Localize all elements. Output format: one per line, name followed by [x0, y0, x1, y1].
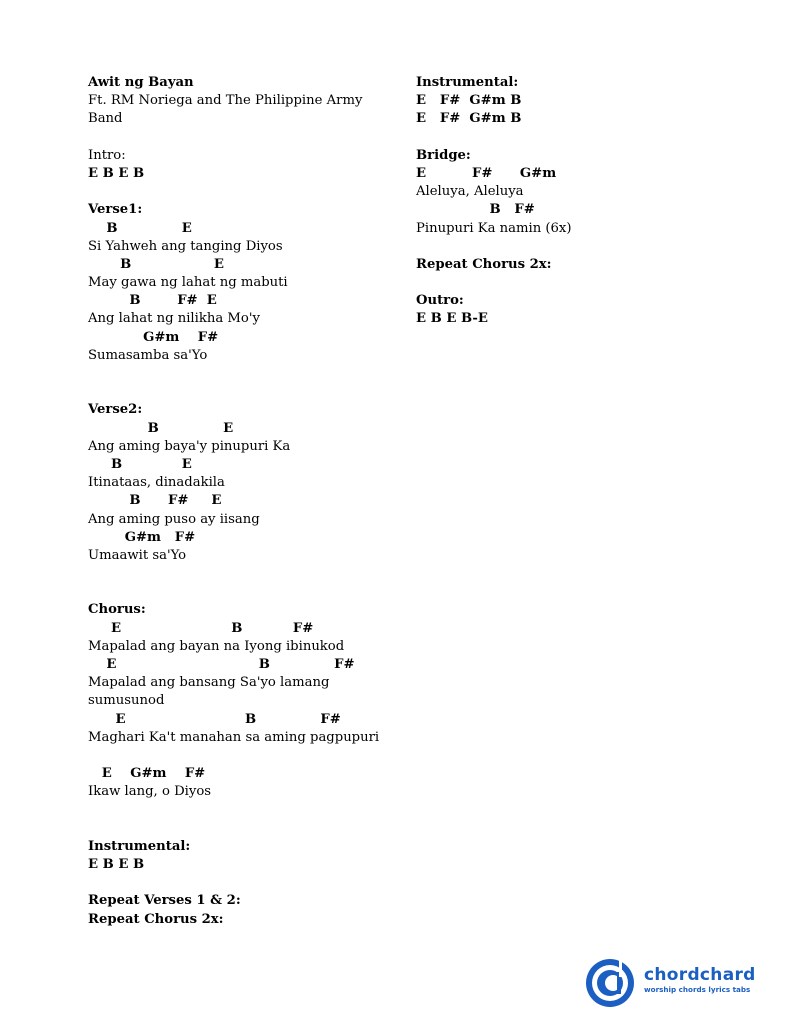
right-line: B F# — [416, 202, 535, 218]
right-line: Outro: — [416, 293, 464, 309]
left-line: Maghari Ka't manahan sa aming pagpupuri — [88, 729, 380, 745]
left-line: Verse1: — [88, 202, 143, 218]
right-line: Aleluya, Aleluya — [416, 184, 524, 200]
left-line: B F# E — [88, 293, 217, 309]
left-line: B F# E — [88, 493, 222, 509]
left-line: Repeat Chorus 2x: — [88, 911, 224, 927]
left-line: Verse2: — [88, 402, 143, 418]
left-line: Chorus: — [88, 602, 146, 618]
left-line: B E — [88, 256, 224, 272]
left-line: Mapalad ang bansang Sa'yo lamang — [88, 675, 330, 691]
left-line: Sumasamba sa'Yo — [88, 347, 208, 363]
spacer — [416, 274, 716, 292]
spacer — [416, 129, 716, 147]
spacer — [416, 238, 716, 256]
song-title: Awit ng Bayan — [88, 75, 194, 90]
right-line: Pinupuri Ka namin (6x) — [416, 220, 572, 236]
left-line: Ang aming baya'y pinupuri Ka — [88, 438, 291, 454]
left-line: E B F# — [88, 657, 355, 673]
left-line: Repeat Verses 1 & 2: — [88, 893, 241, 909]
logo-brand-text: chordchard — [644, 965, 756, 985]
left-lyrics-body — [88, 147, 388, 929]
right-line: E B E B-E — [416, 311, 488, 327]
chordchard-logo[interactable] — [584, 955, 774, 1011]
right-lyrics-body — [416, 74, 716, 329]
chordchard-logo-icon — [584, 955, 640, 1011]
left-line: Intro: — [88, 147, 126, 163]
spacer — [88, 802, 388, 838]
spacer — [88, 183, 388, 201]
left-line: E B E B — [88, 165, 145, 181]
spacer — [88, 565, 388, 601]
right-line: Repeat Chorus 2x: — [416, 256, 552, 272]
right-line: E F# G#m B — [416, 111, 522, 127]
right-line: E F# G#m B — [416, 93, 522, 109]
logo-tagline: worship chords lyrics tabs — [644, 985, 751, 994]
right-line: E F# G#m — [416, 165, 557, 181]
left-line: Si Yahweh ang tanging Diyos — [88, 238, 283, 254]
right-line: Instrumental: — [416, 75, 519, 90]
left-line: sumusunod — [88, 693, 165, 709]
left-line: E G#m F# — [88, 766, 206, 782]
left-column — [88, 74, 388, 929]
left-line: B E — [88, 456, 192, 472]
left-line: Ikaw lang, o Diyos — [88, 784, 212, 800]
right-line: Bridge: — [416, 147, 471, 163]
left-line: May gawa ng lahat ng mabuti — [88, 275, 288, 291]
left-line: Ang aming puso ay iisang — [88, 511, 260, 527]
left-line: Itinataas, dinadakila — [88, 475, 225, 491]
left-line: E B F# — [88, 620, 314, 636]
left-line: E B F# — [88, 711, 341, 727]
left-line: Mapalad ang bayan na Iyong ibinukod — [88, 638, 345, 654]
left-line: Instrumental: — [88, 838, 191, 854]
left-line: Umaawit sa'Yo — [88, 547, 187, 563]
left-line: Ang lahat ng nilikha Mo'y — [88, 311, 260, 327]
left-line: E B E B — [88, 857, 145, 873]
spacer — [88, 365, 388, 401]
song-credit-line-1: Ft. RM Noriega and The Philippine Army — [88, 93, 363, 109]
left-line: B E — [88, 220, 192, 236]
spacer — [88, 874, 388, 892]
song-credit-line-2: Band — [88, 111, 123, 127]
spacer — [88, 747, 388, 765]
left-line: G#m F# — [88, 329, 219, 345]
left-line: B E — [88, 420, 234, 436]
right-column — [416, 74, 716, 329]
left-line: G#m F# — [88, 529, 196, 545]
